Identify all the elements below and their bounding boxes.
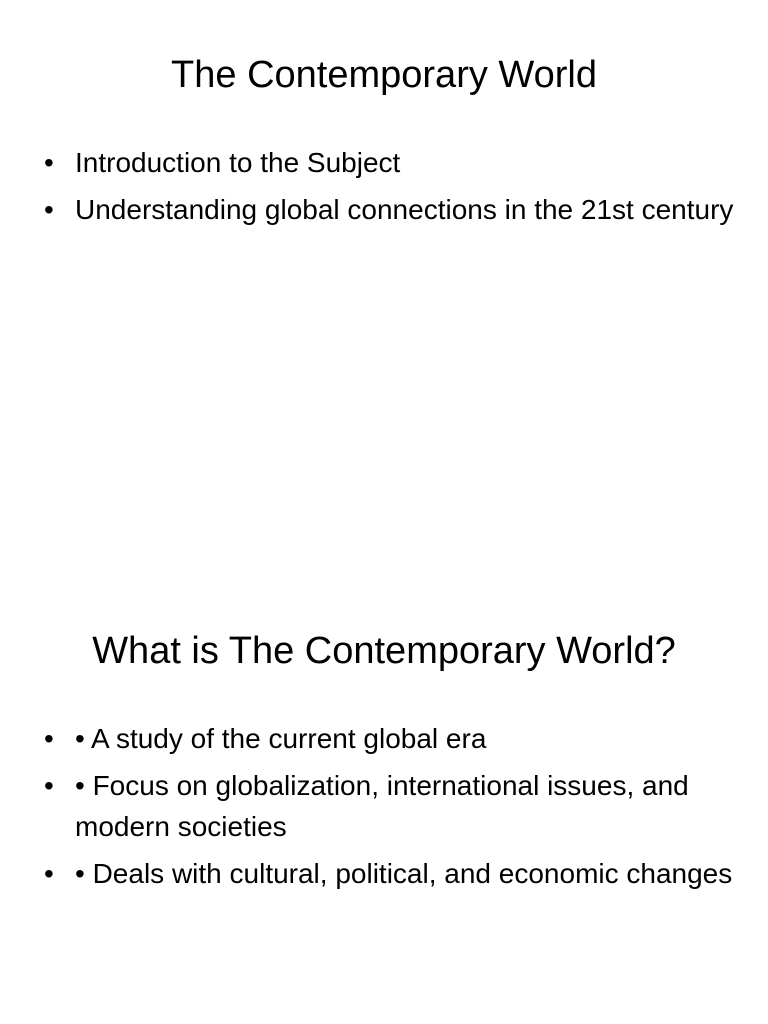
bullet-text: Understanding global connections in the 21st century [75, 194, 734, 225]
bullet-item [44, 189, 744, 230]
bullet-text: • A study of the current global era [75, 723, 487, 754]
bullet-text: • Focus on globalization, international issues, and modern societies [75, 770, 689, 842]
bullet-dot-icon: • [44, 147, 54, 178]
bullet-dot-icon: • [44, 858, 54, 889]
bullet-list [44, 718, 744, 900]
bullet-dot-icon: • [44, 770, 54, 801]
bullet-dot-icon: • [44, 194, 54, 225]
bullet-item [44, 142, 744, 183]
bullet-text: Introduction to the Subject [75, 147, 401, 178]
slide-title: What is The Contemporary World? [92, 630, 676, 672]
bullet-list [44, 142, 744, 236]
bullet-item [44, 718, 744, 759]
bullet-dot-icon: • [44, 723, 54, 754]
slide-2 [0, 576, 768, 1024]
bullet-item [44, 765, 744, 847]
bullet-text: • Deals with cultural, political, and economic changes [75, 858, 733, 889]
bullet-item [44, 853, 744, 894]
slide-title: The Contemporary World [171, 54, 597, 96]
